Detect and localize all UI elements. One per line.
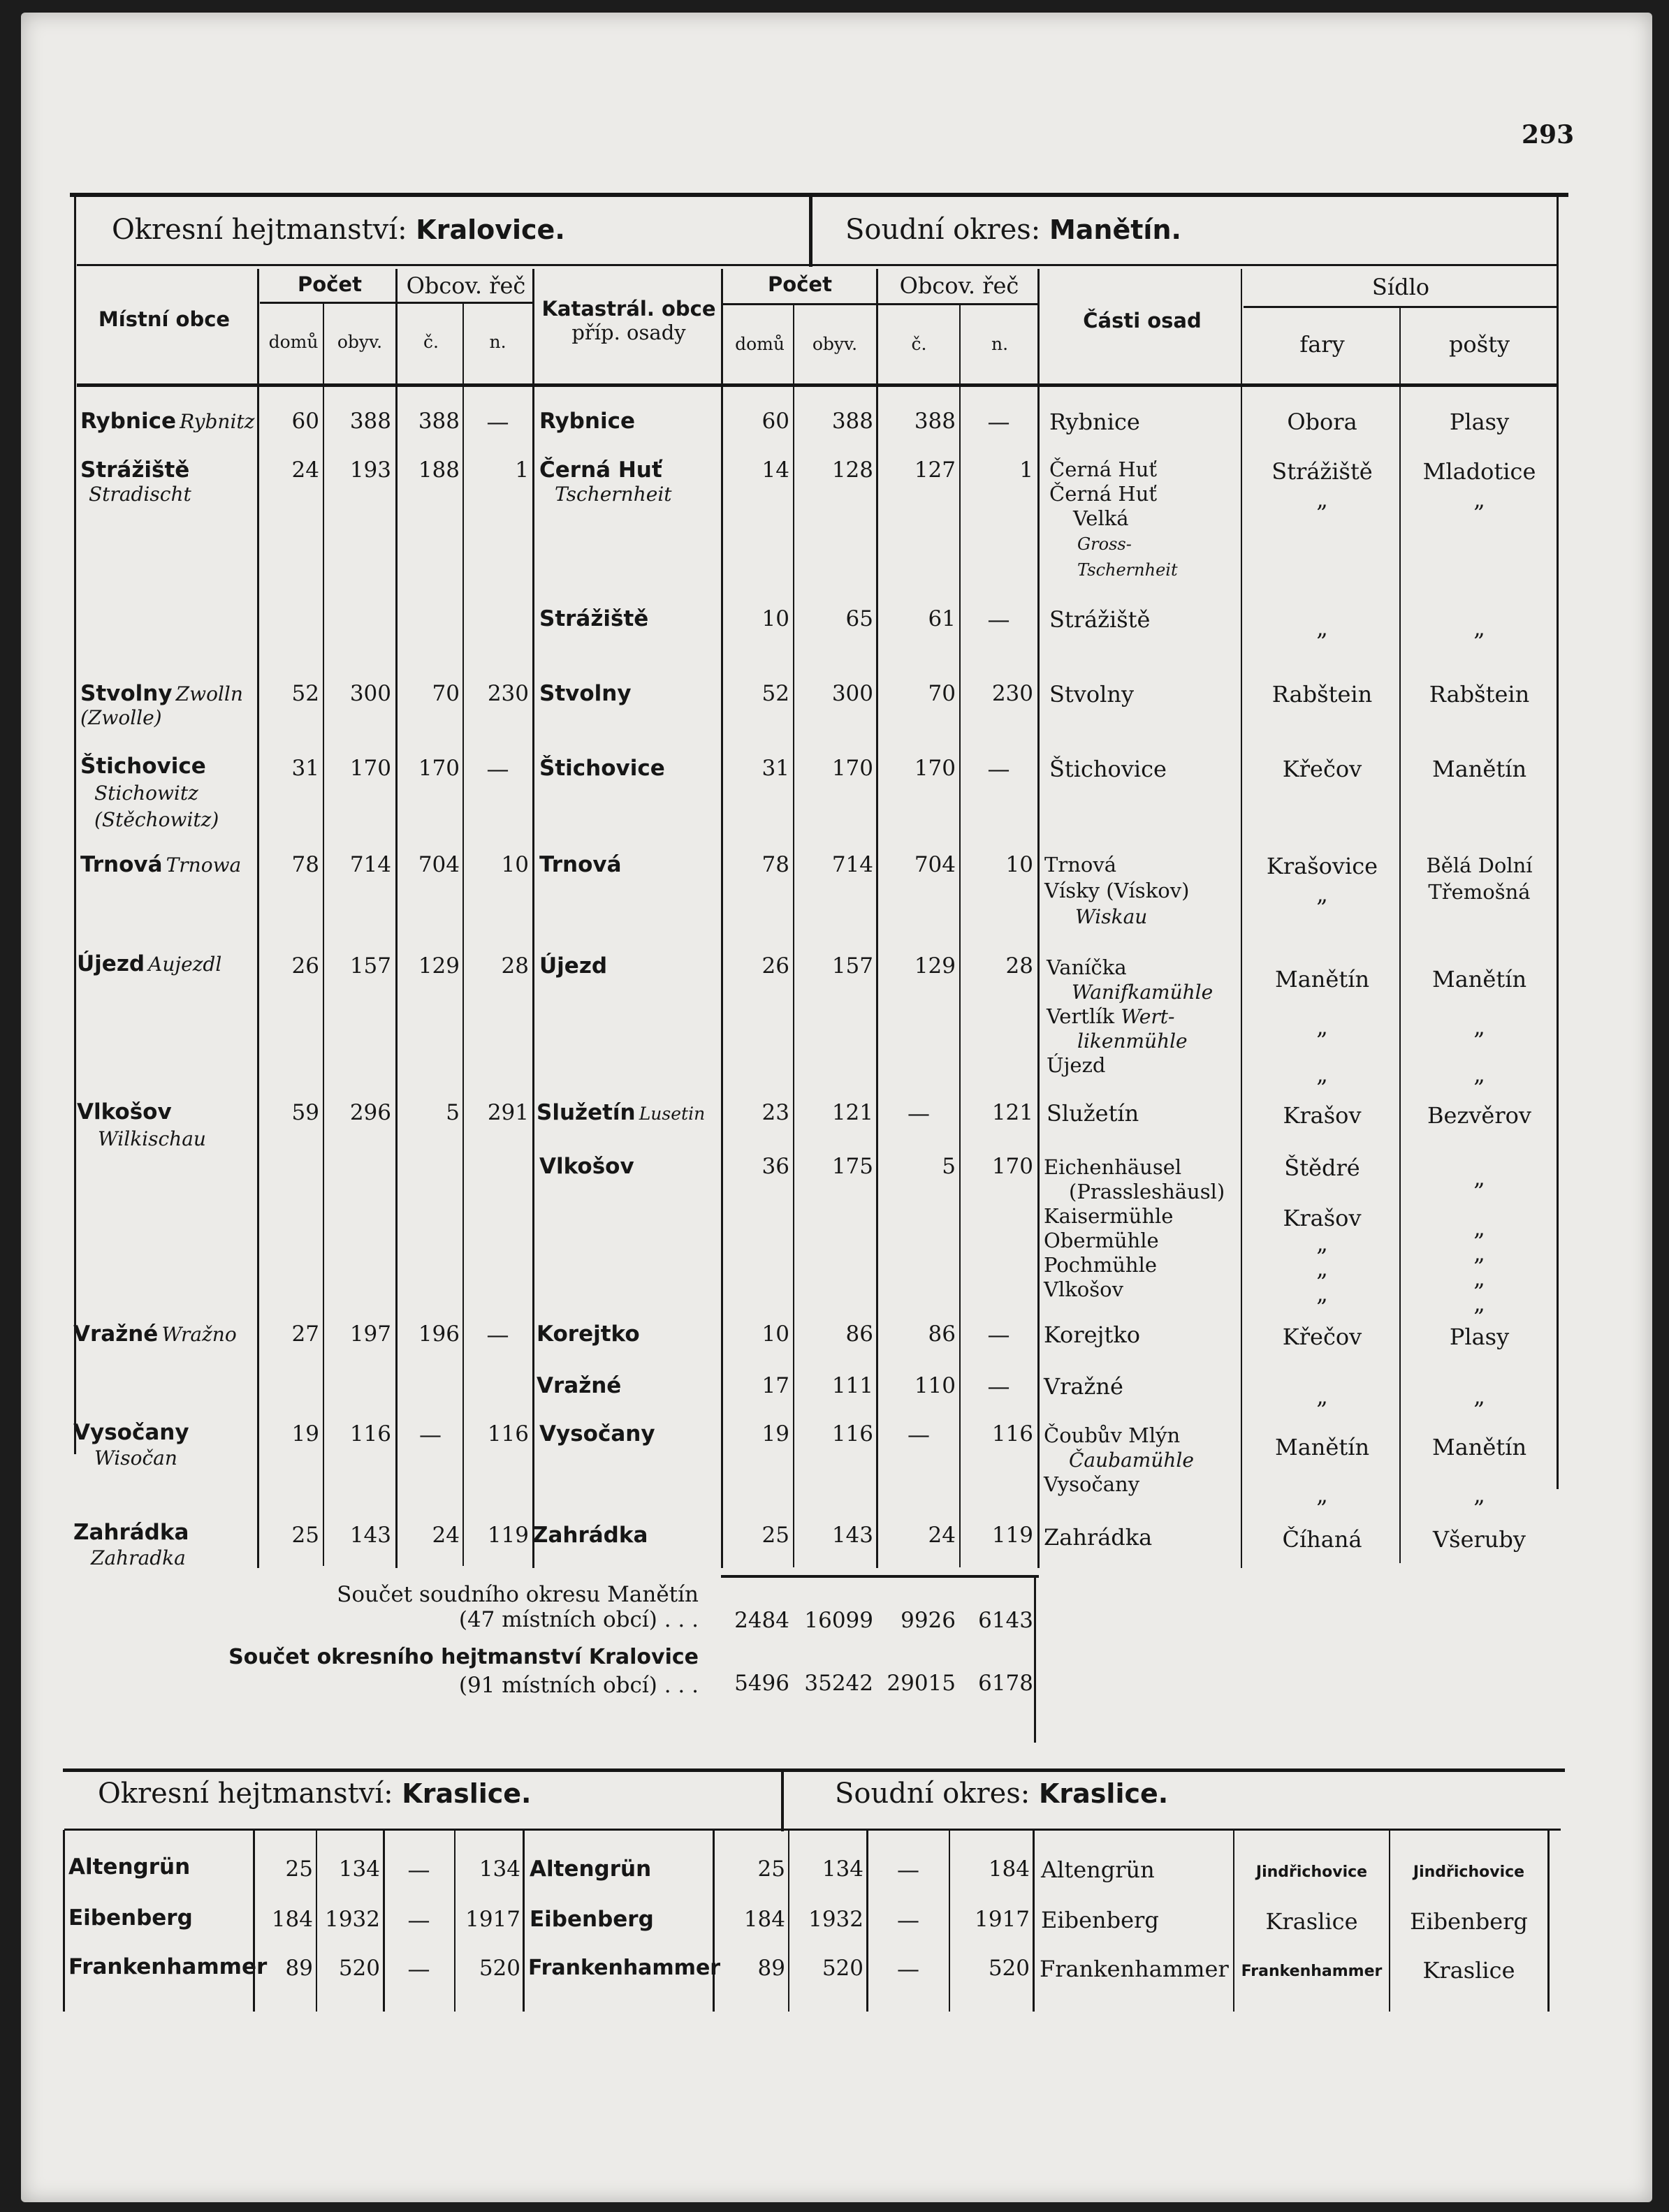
cell-domu: 24 <box>291 457 319 483</box>
cell-obyv: 714 <box>349 852 391 877</box>
title-divider <box>809 197 812 267</box>
casti-osad-ujezd: Vaníčka Wanifkamühle Vertlík Wert- likenmühle Újezd <box>1047 955 1214 1077</box>
cell-kc: — <box>897 1856 919 1883</box>
header-n-2: n. <box>991 334 1009 354</box>
posta: „ „ „ „ „ <box>1473 1164 1485 1317</box>
sum-obyv: 16099 <box>804 1608 873 1633</box>
cell-kobyv: 170 <box>831 756 873 781</box>
cell-n: 291 <box>487 1100 529 1125</box>
cell-kdomu: 19 <box>761 1421 789 1446</box>
bvline-2 <box>316 1830 317 2012</box>
cell-kc: 70 <box>928 681 956 706</box>
katastr-zahradka: Zahrádka <box>532 1523 648 1548</box>
cell-kobyv: 128 <box>831 457 873 483</box>
cell-kc: — <box>897 1907 919 1933</box>
cell-c: 129 <box>418 953 460 979</box>
cell-kc: 129 <box>914 953 956 979</box>
obec-vysocany: Vysočany Wisočan <box>73 1420 189 1470</box>
cell-kn: 121 <box>991 1100 1033 1125</box>
cell-kobyv: 134 <box>822 1856 863 1882</box>
fara: Kraslice <box>1265 1908 1358 1935</box>
cell-kc: — <box>897 1956 919 1982</box>
posta: Jindřichovice <box>1413 1863 1525 1881</box>
posta: Všeruby <box>1433 1526 1526 1553</box>
cell-kn: — <box>987 756 1010 782</box>
cell-c: — <box>419 1421 442 1448</box>
bvline-9 <box>949 1830 950 2012</box>
header-katastr: Katastrál. obce příp. osady <box>541 297 716 344</box>
cell-kn: 28 <box>1005 953 1033 979</box>
header-posty: pošty <box>1448 331 1510 358</box>
katastr-vrazne: Vražné <box>537 1373 622 1398</box>
cell-domu: 31 <box>291 756 319 781</box>
cast-osady: Vražné <box>1044 1373 1123 1400</box>
bvline-5 <box>523 1830 525 2012</box>
cell-kc: 61 <box>928 606 956 631</box>
cell-obyv: 1932 <box>325 1907 380 1932</box>
cell-c: — <box>407 1907 430 1933</box>
cell-c: 196 <box>418 1321 460 1347</box>
katastr-ujezd: Újezd <box>539 953 608 979</box>
cell-n: 10 <box>501 852 529 877</box>
cell-obyv: 197 <box>349 1321 391 1347</box>
cast-osady: Frankenhammer <box>1040 1956 1229 1982</box>
fara: Křečov <box>1282 1324 1362 1350</box>
fara: Frankenhammer <box>1241 1963 1383 1980</box>
vline-3 <box>395 269 398 1568</box>
cell-obyv: 116 <box>349 1421 391 1446</box>
cell-domu: 184 <box>271 1907 313 1932</box>
cast-osady: Altengrün <box>1041 1856 1155 1883</box>
cell-kobyv: 65 <box>845 606 873 631</box>
bvline-7 <box>788 1830 789 2012</box>
cell-c: 70 <box>432 681 460 706</box>
header-mistni-obce: Místní obce <box>98 307 231 331</box>
cell-domu: 19 <box>291 1421 319 1446</box>
posta: Rabštein <box>1429 681 1530 708</box>
bvline-3 <box>383 1830 385 2012</box>
sum-vline <box>1034 1575 1036 1743</box>
posta: Plasy <box>1449 1324 1510 1350</box>
posta: Plasy <box>1449 409 1510 435</box>
hdr-rule-2 <box>723 303 1040 305</box>
fara: Strážiště „ <box>1271 458 1373 513</box>
posta: Bělá Dolní Třemošná <box>1426 854 1533 904</box>
cell-kc: 5 <box>942 1154 956 1179</box>
cell-kn: — <box>987 1321 1010 1348</box>
cell-kn: 230 <box>991 681 1033 706</box>
sum-obyv: 35242 <box>804 1671 873 1696</box>
cell-n: 119 <box>487 1523 529 1548</box>
cell-n: 116 <box>487 1421 529 1446</box>
katastr-cerna-hut: Černá Huť Tschernheit <box>539 457 672 506</box>
posta: Eibenberg <box>1410 1908 1528 1935</box>
header-c-2: č. <box>911 334 927 354</box>
cell-kobyv: 157 <box>831 953 873 979</box>
cell-obyv: 134 <box>338 1856 380 1882</box>
bvline-1 <box>253 1830 255 2012</box>
katastr-vlkosov: Vlkošov <box>539 1154 634 1179</box>
cell-kdomu: 184 <box>743 1907 785 1932</box>
cell-n: — <box>486 756 509 782</box>
obec-vrazne: Vražné Wražno <box>73 1321 237 1347</box>
bvline-4 <box>454 1830 455 2012</box>
cell-kc: — <box>908 1100 930 1127</box>
cell-kn: 10 <box>1005 852 1033 877</box>
cell-domu: 25 <box>291 1523 319 1548</box>
soud-header-bottom: Soudní okres: Kraslice. <box>835 1778 1169 1810</box>
posta: Manětín <box>1431 756 1527 782</box>
header-c-1: č. <box>423 332 439 352</box>
cell-kn: — <box>987 409 1010 435</box>
fara: „ <box>1316 1383 1328 1409</box>
bottom-title-rule <box>64 1829 1561 1831</box>
cell-obyv: 300 <box>349 681 391 706</box>
cell-c: 388 <box>418 409 460 434</box>
bvline-6 <box>713 1830 715 2012</box>
cell-domu: 27 <box>291 1321 319 1347</box>
katastr-eibenberg: Eibenberg <box>530 1907 654 1932</box>
fara: Jindřichovice <box>1255 1863 1368 1881</box>
header-pocet-1: Počet <box>298 272 362 296</box>
cell-n: 134 <box>479 1856 520 1882</box>
posta: Manětín „ <box>1431 1434 1527 1508</box>
header-fary: fary <box>1299 331 1345 358</box>
cell-obyv: 296 <box>349 1100 391 1125</box>
cell-domu: 78 <box>291 852 319 877</box>
bottom-top-rule <box>63 1768 1565 1772</box>
katastr-stvolny: Stvolny <box>539 681 632 706</box>
katastr-vysocany: Vysočany <box>539 1421 655 1446</box>
bvline-left <box>63 1830 65 2012</box>
cell-kdomu: 89 <box>757 1956 785 1981</box>
cell-c: 704 <box>418 852 460 877</box>
katastr-sluzetin: Služetín Lusetin <box>537 1100 706 1125</box>
cell-kdomu: 10 <box>761 1321 789 1347</box>
fara: Rabštein <box>1271 681 1373 708</box>
sum-domu: 5496 <box>734 1671 789 1696</box>
cell-n: — <box>486 409 509 435</box>
page-number: 293 <box>1522 120 1575 149</box>
cell-obyv: 520 <box>338 1956 380 1981</box>
cell-kdomu: 78 <box>761 852 789 877</box>
cell-kc: 86 <box>928 1321 956 1347</box>
cell-kn: 1 <box>1019 457 1033 483</box>
cell-kdomu: 17 <box>761 1373 789 1398</box>
obec-eibenberg: Eibenberg <box>68 1905 193 1931</box>
cell-kc: 110 <box>914 1373 956 1398</box>
cell-obyv: 170 <box>349 756 391 781</box>
casti-osad-trnova: Trnová Vísky (Vískov) Wiskau <box>1044 853 1190 928</box>
sum-rule <box>721 1575 1039 1578</box>
header-sidlo: Sídlo <box>1371 274 1430 300</box>
obec-vlkosov: Vlkošov Wilkischau <box>77 1099 206 1150</box>
cell-kdomu: 23 <box>761 1100 789 1125</box>
soud-header-top: Soudní okres: Manětín. <box>845 214 1181 246</box>
katastr-korejtko: Korejtko <box>537 1321 640 1347</box>
cell-kobyv: 86 <box>845 1321 873 1347</box>
casti-osad-cerna-hut: Černá Huť Černá Huť Velká Gross- Tschernheit <box>1049 457 1178 580</box>
cell-obyv: 193 <box>349 457 391 483</box>
cell-kobyv: 121 <box>831 1100 873 1125</box>
obec-trnova: Trnová Trnowa <box>80 852 242 877</box>
cell-kn: 520 <box>988 1956 1030 1981</box>
katastr-strazistе: Strážiště <box>539 606 649 631</box>
fara: Číhaná <box>1282 1526 1362 1553</box>
cell-obyv: 388 <box>349 409 391 434</box>
header-obcov-2: Obcov. řeč <box>899 272 1019 299</box>
katastr-stichovice: Štichovice <box>539 756 665 781</box>
cast-osady: Rybnice <box>1049 409 1140 435</box>
cell-kdomu: 14 <box>761 457 789 483</box>
katastr-frankenhammer: Frankenhammer <box>528 1956 721 1980</box>
header-obcov-1: Obcov. řeč <box>406 272 526 299</box>
obec-zahradka: Zahrádka Zahradka <box>73 1520 189 1569</box>
cell-kc: 388 <box>914 409 956 434</box>
casti-osad-vlkosov: Eichenhäusel (Prassleshäusl) Kaisermühle Obermühle Pochmühle Vlkošov <box>1044 1155 1225 1301</box>
cell-kn: — <box>987 1373 1010 1400</box>
cell-c: — <box>407 1956 430 1982</box>
cell-domu: 52 <box>291 681 319 706</box>
katastr-trnova: Trnová <box>539 852 622 877</box>
cell-kdomu: 26 <box>761 953 789 979</box>
cell-obyv: 143 <box>349 1523 391 1548</box>
cell-kobyv: 1932 <box>808 1907 863 1932</box>
cell-kc: 127 <box>914 457 956 483</box>
cell-c: 24 <box>432 1523 460 1548</box>
cell-c: 188 <box>418 457 460 483</box>
cell-kobyv: 116 <box>831 1421 873 1446</box>
posta: „ <box>1473 1383 1485 1409</box>
cell-domu: 89 <box>285 1956 313 1981</box>
cell-kdomu: 36 <box>761 1154 789 1179</box>
cast-osady: Zahrádka <box>1044 1524 1153 1551</box>
bvline-right <box>1547 1830 1550 2012</box>
cell-kobyv: 388 <box>831 409 873 434</box>
cast-osady: Štichovice <box>1049 756 1167 782</box>
cell-c: 5 <box>446 1100 460 1125</box>
cell-kobyv: 175 <box>831 1154 873 1179</box>
cell-kc: — <box>908 1421 930 1448</box>
title-bottom-rule <box>77 264 1557 266</box>
cell-domu: 60 <box>291 409 319 434</box>
sum-n: 6178 <box>978 1671 1033 1696</box>
cell-domu: 25 <box>285 1856 313 1882</box>
vline-8 <box>876 269 878 1568</box>
vline-10 <box>1037 269 1040 1568</box>
posta: Manětín „ „ <box>1431 966 1527 1087</box>
posta: Bezvěrov <box>1427 1102 1531 1129</box>
header-domu-1: domů <box>268 332 319 352</box>
vline-9 <box>959 303 961 1567</box>
vline-4 <box>462 302 464 1566</box>
header-obyv-1: obyv. <box>337 332 383 352</box>
obec-altengrun: Altengrün <box>68 1854 191 1880</box>
top-rule <box>70 193 1568 197</box>
cell-kc: 170 <box>914 756 956 781</box>
sum-domu: 2484 <box>734 1608 789 1633</box>
cast-osady: Služetín <box>1047 1100 1139 1127</box>
sum-soudni-okres-label: Součet soudního okresu Manětín (47 místních obcí) . . . <box>337 1582 699 1632</box>
vline-11 <box>1241 269 1242 1568</box>
cell-kn: 184 <box>988 1856 1030 1882</box>
casti-osad-vysocany: Čoubův Mlýn Čaubamühle Vysočany <box>1044 1423 1194 1496</box>
fara: Manětín „ „ <box>1274 966 1370 1087</box>
vline-2 <box>323 302 324 1566</box>
cast-osady: Eibenberg <box>1041 1907 1159 1933</box>
fara: Obora <box>1287 409 1357 435</box>
sum-hejtmanstvi-label: Součet okresního hejtmanství Kralovice (91 místních obcí) . . . <box>228 1645 699 1698</box>
vline-1 <box>257 269 259 1568</box>
obec-stvolny: Stvolny Zwolln (Zwolle) <box>80 681 243 729</box>
posta: Mladotice „ <box>1422 458 1536 513</box>
fara: Křečov <box>1282 756 1362 782</box>
sum-n: 6143 <box>978 1608 1033 1633</box>
cell-n: 1 <box>515 457 529 483</box>
posta: „ <box>1473 615 1485 641</box>
posta: Kraslice <box>1422 1957 1515 1984</box>
fara: Krašov <box>1283 1102 1362 1129</box>
bottom-title-divider <box>781 1772 784 1831</box>
vline-7 <box>793 303 794 1567</box>
cell-obyv: 157 <box>349 953 391 979</box>
cell-kdomu: 10 <box>761 606 789 631</box>
cell-n: 230 <box>487 681 529 706</box>
fara: Štědré Krašov „ „ „ <box>1283 1155 1362 1307</box>
cell-kobyv: 520 <box>822 1956 863 1981</box>
cell-domu: 59 <box>291 1100 319 1125</box>
cell-kdomu: 25 <box>761 1523 789 1548</box>
cell-kobyv: 143 <box>831 1523 873 1548</box>
cast-osady: Strážiště <box>1049 606 1151 633</box>
cell-c: — <box>407 1856 430 1883</box>
cast-osady: Stvolny <box>1049 681 1135 708</box>
hdr-rule-3 <box>1244 306 1558 308</box>
fara: Krašovice „ <box>1266 853 1378 907</box>
cell-kdomu: 52 <box>761 681 789 706</box>
header-obyv-2: obyv. <box>812 334 858 354</box>
cell-kn: 170 <box>991 1154 1033 1179</box>
cell-c: 170 <box>418 756 460 781</box>
cell-kdomu: 60 <box>761 409 789 434</box>
vline-5 <box>532 269 534 1568</box>
cell-kdomu: 25 <box>757 1856 785 1882</box>
sum-c: 9926 <box>901 1608 956 1633</box>
obec-rybnice: Rybnice Rybnitz <box>80 409 255 434</box>
katastr-rybnice: Rybnice <box>539 409 635 434</box>
fara: Manětín „ <box>1274 1434 1370 1508</box>
cell-kobyv: 300 <box>831 681 873 706</box>
obec-strazistе: Strážiště Stradischt <box>80 457 191 506</box>
obec-frankenhammer: Frankenhammer <box>68 1954 268 1979</box>
cell-kobyv: 714 <box>831 852 873 877</box>
sum-c: 29015 <box>887 1671 956 1696</box>
cell-kn: — <box>987 606 1010 633</box>
vline-left <box>74 197 76 1454</box>
header-casti-osad: Části osad <box>1083 309 1202 332</box>
cell-kdomu: 31 <box>761 756 789 781</box>
cell-n: 520 <box>479 1956 520 1981</box>
vline-6 <box>721 269 723 1568</box>
fara: „ <box>1316 615 1328 641</box>
header-domu-2: domů <box>735 334 785 354</box>
header-pocet-2: Počet <box>768 272 832 296</box>
cast-osady: Korejtko <box>1044 1321 1140 1348</box>
okres-header-top: Okresní hejtmanství: Kralovice. <box>112 214 565 246</box>
cell-n: — <box>486 1321 509 1348</box>
cell-n: 1917 <box>465 1907 520 1932</box>
header-bottom-rule <box>77 383 1558 387</box>
cell-kc: 24 <box>928 1523 956 1548</box>
cell-n: 28 <box>501 953 529 979</box>
cell-kobyv: 111 <box>831 1373 873 1398</box>
cell-kn: 119 <box>991 1523 1033 1548</box>
obec-stichovice: Štichovice Stichowitz (Stěchowitz) <box>80 754 219 831</box>
cell-kn: 116 <box>991 1421 1033 1446</box>
okres-header-bottom: Okresní hejtmanství: Kraslice. <box>98 1778 532 1810</box>
cell-kn: 1917 <box>975 1907 1030 1932</box>
cell-domu: 26 <box>291 953 319 979</box>
katastr-altengrun: Altengrün <box>530 1856 652 1882</box>
header-n-1: n. <box>489 332 506 352</box>
obec-ujezd: Újezd Aujezdl <box>77 951 222 976</box>
bvline-8 <box>866 1830 868 2012</box>
bvline-10 <box>1033 1830 1035 2012</box>
cell-kc: 704 <box>914 852 956 877</box>
